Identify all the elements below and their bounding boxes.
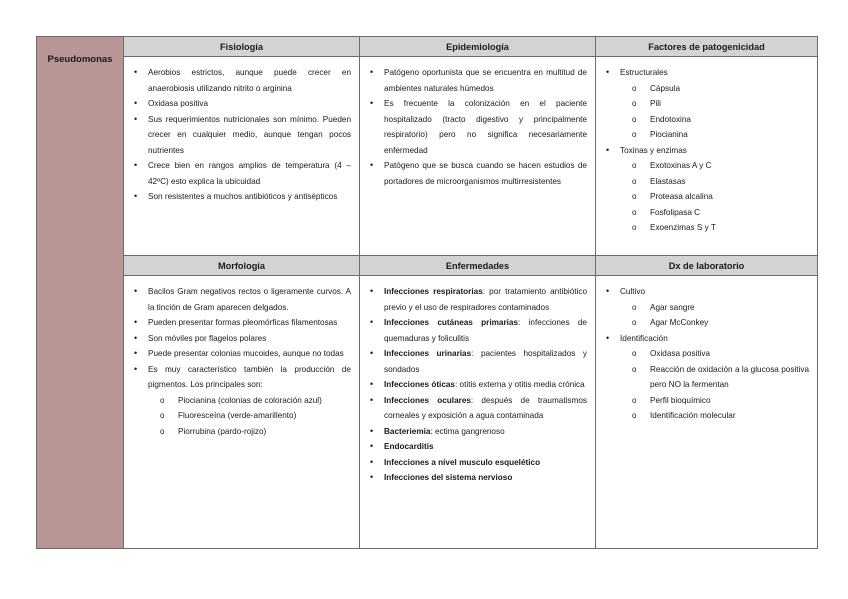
sublist-item: o Fosfolipasa C	[632, 205, 809, 221]
disease-title: Infecciones oculares	[384, 395, 471, 405]
list-item	[368, 346, 587, 377]
sublist-item: o Piorrubina (pardo-rojizo)	[160, 424, 351, 440]
sublist-item: o Piocianina (colonias de coloración azul)	[160, 393, 351, 409]
list-item: • Sus requerimientos nutricionales son mínimo. Pueden crecer en cualquier medio, aunque tengan pocos nutrientes	[132, 112, 351, 159]
pseudomonas-table	[36, 36, 818, 549]
sublist-item: o Pili	[632, 96, 809, 112]
list-item: • Puede presentar colonias mucoides, aunque no todas	[132, 346, 351, 362]
disease-title: Infecciones urinarias	[384, 349, 472, 358]
cell-dx	[596, 276, 818, 549]
disease-desc: : infecciones de quemaduras y foliculitis	[384, 318, 587, 343]
list-item: • Patógeno que se busca cuando se hacen estudios de portadores de microorganismos multirresistentes	[368, 158, 587, 189]
list-item	[368, 470, 587, 486]
list-item	[368, 439, 587, 455]
sublist-item: o Agar sangre	[632, 300, 809, 316]
sublist-item: o Exoenzimas S y T	[632, 220, 809, 236]
disease-title: Infecciones óticas	[384, 380, 455, 389]
header-enfermedades: Enfermedades	[360, 256, 596, 276]
list-factores	[596, 57, 817, 236]
cell-factores	[596, 57, 818, 256]
sublist-item: o Agar McConkey	[632, 315, 809, 331]
list-item	[132, 362, 351, 440]
disease-desc: : ectima gangrenoso	[430, 426, 505, 436]
sublist-item: o Reacción de oxidación a la glucosa positiva pero NO la fermentan	[632, 362, 809, 393]
sublist-item: o Endotoxina	[632, 112, 809, 128]
cell-enfermedades	[360, 276, 596, 549]
sublist-item: o Identificación molecular	[632, 408, 809, 424]
cell-morfologia	[124, 276, 360, 549]
list-dx	[596, 276, 817, 424]
sublist-pigmentos	[148, 393, 351, 440]
list-item: • Son móviles por flagelos polares	[132, 331, 351, 347]
sublist-identificacion	[620, 346, 809, 424]
disease-desc: : después de traumatismos corneales y exposición a agua contaminada	[384, 395, 587, 420]
cell-epidemiologia	[360, 57, 596, 256]
header-factores: Factores de patogenicidad	[596, 37, 818, 57]
factores-estructurales-label: Estructurales	[620, 68, 668, 77]
disease-desc: : por tratamiento antibiótico previo y el uso de respiradores contaminados	[384, 287, 587, 312]
list-epidemiologia	[360, 57, 595, 189]
list-item	[368, 424, 587, 440]
disease-title: Bacteriemia	[384, 426, 431, 436]
list-item	[368, 284, 587, 315]
list-item: • Aerobios estrictos, aunque puede crecer en anaerobiosis utilizando nitrito o arginina	[132, 65, 351, 96]
header-epidemiologia: Epidemiología	[360, 37, 596, 57]
factores-toxinas-label: Toxinas y enzimas	[620, 145, 687, 155]
list-item	[604, 331, 809, 424]
disease-title: Endocarditis	[384, 442, 434, 451]
header-dx: Dx de laboratorio	[596, 256, 818, 276]
sublist-cultivo	[620, 300, 809, 331]
organism-cell	[37, 37, 124, 549]
list-item	[604, 143, 809, 236]
dx-cultivo-label: Cultivo	[620, 287, 646, 296]
list-item: • Crece bien en rangos amplios de temperatura (4 – 42ºC) esto explica la ubicuidad	[132, 158, 351, 189]
disease-title: Infecciones del sistema nervioso	[384, 473, 513, 482]
list-item: • Patógeno oportunista que se encuentra en multitud de ambientes naturales húmedos	[368, 65, 587, 96]
list-item: • Son resistentes a muchos antibióticos y antisépticos	[132, 189, 351, 205]
list-morfologia	[124, 276, 359, 439]
sublist-item: o Cápsula	[632, 81, 809, 97]
sublist-item: o Exotoxinas A y C	[632, 158, 809, 174]
cell-fisiologia	[124, 57, 360, 256]
sublist-item: o Elastasas	[632, 174, 809, 190]
header-fisiologia: Fisiología	[124, 37, 360, 57]
list-item	[368, 393, 587, 424]
list-item	[368, 377, 587, 393]
list-item	[368, 315, 587, 346]
disease-title: Infecciones respiratorias	[384, 287, 483, 296]
sublist-toxinas	[620, 158, 809, 236]
sublist-item: o Fluoresceína (verde-amarillento)	[160, 408, 351, 424]
disease-desc: : otitis externa y otitis media crónica	[455, 380, 585, 389]
disease-title: Infecciones a nivel musculo esquelético	[384, 457, 541, 467]
list-item	[604, 284, 809, 331]
list-item: • Pueden presentar formas pleomórficas filamentosas	[132, 315, 351, 331]
list-item	[368, 455, 587, 471]
list-item: • Bacilos Gram negativos rectos o ligeramente curvos. A la tinción de Gram aparecen delgados.	[132, 284, 351, 315]
organism-label: Pseudomonas	[47, 54, 113, 65]
list-fisiologia	[124, 57, 359, 205]
sublist-item: o Piocianina	[632, 127, 809, 143]
list-enfermedades	[360, 276, 595, 486]
sublist-item: o Oxidasa positiva	[632, 346, 809, 362]
list-item: • Es frecuente la colonización en el paciente hospitalizado (tracto digestivo y principalmente respiratorio) pero no significa necesariamente enfermedad	[368, 96, 587, 158]
list-item: • Oxidasa positiva	[132, 96, 351, 112]
list-item	[604, 65, 809, 143]
sublist-item: o Proteasa alcalina	[632, 189, 809, 205]
sublist-estructurales	[620, 81, 809, 143]
pigmentos-intro: Es muy característico también la producción de pigmentos. Los principales son:	[148, 364, 351, 389]
disease-desc: : pacientes hospitalizados y sondados	[384, 349, 587, 374]
header-morfologia: Morfología	[124, 256, 360, 276]
dx-identificacion-label: Identificación	[620, 333, 668, 343]
disease-title: Infecciones cutáneas primarias	[384, 318, 519, 327]
sublist-item: o Perfil bioquímico	[632, 393, 809, 409]
